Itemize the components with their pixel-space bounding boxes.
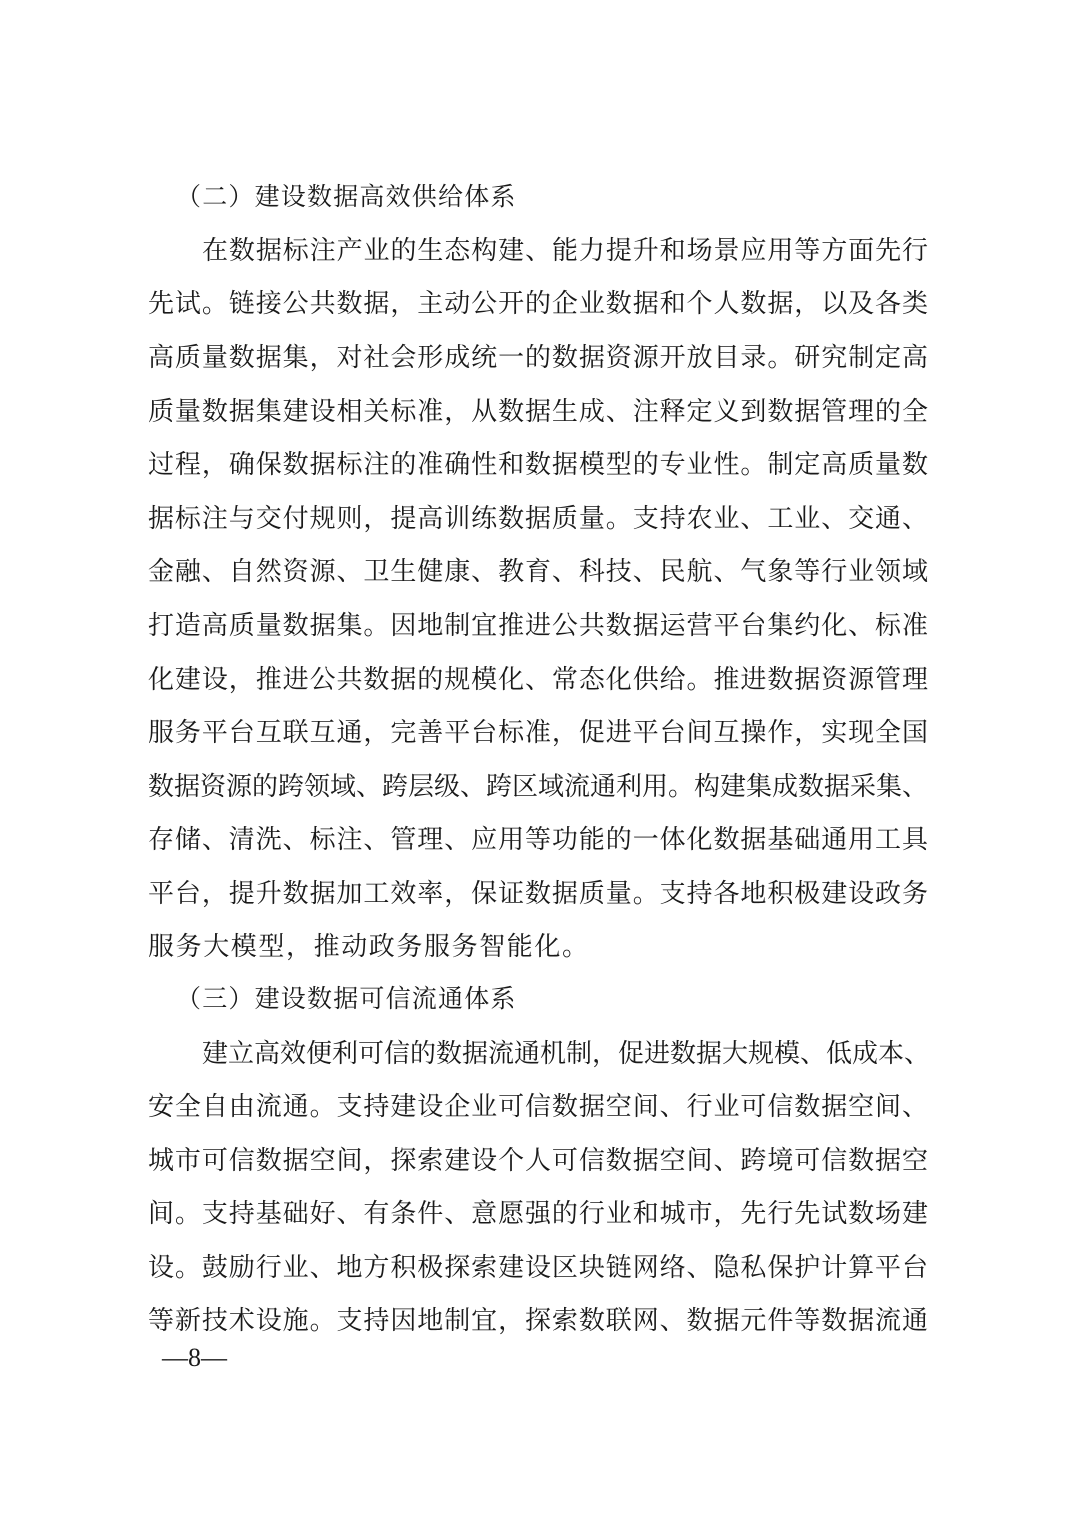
paragraph-line: 城市可信数据空间，探索建设个人可信数据空间、跨境可信数据空	[148, 1146, 928, 1176]
paragraph-line: 间。支持基础好、有条件、意愿强的行业和城市，先行先试数场建	[148, 1199, 928, 1229]
paragraph-line: 打造高质量数据集。因地制宜推进公共数据运营平台集约化、标准	[148, 611, 928, 641]
paragraph-line: 存储、清洗、标注、管理、应用等功能的一体化数据基础通用工具	[148, 825, 928, 855]
paragraph-line: 化建设，推进公共数据的规模化、常态化供给。推进数据资源管理	[148, 665, 928, 695]
section-heading-3: （三）建设数据可信流通体系	[176, 984, 517, 1013]
paragraph-line: 质量数据集建设相关标准，从数据生成、注释定义到数据管理的全	[148, 397, 928, 427]
paragraph-line: 建立高效便利可信的数据流通机制，促进数据大规模、低成本、	[202, 1039, 931, 1069]
paragraph-line: 设。鼓励行业、地方积极探索建设区块链网络、隐私保护计算平台	[148, 1253, 928, 1283]
paragraph-line: 服务大模型，推动政务服务智能化。	[148, 932, 590, 962]
paragraph-line: 金融、自然资源、卫生健康、教育、科技、民航、气象等行业领域	[148, 557, 928, 587]
paragraph-line: 先试。链接公共数据，主动公开的企业数据和个人数据，以及各类	[148, 289, 928, 319]
paragraph-line: 据标注与交付规则，提高训练数据质量。支持农业、工业、交通、	[148, 504, 928, 534]
paragraph-line: 数据资源的跨领域、跨层级、跨区域流通利用。构建集成数据采集、	[148, 772, 929, 802]
paragraph-line: 等新技术设施。支持因地制宜，探索数联网、数据元件等数据流通	[148, 1306, 928, 1336]
paragraph-line: 过程，确保数据标注的准确性和数据模型的专业性。制定高质量数	[148, 450, 928, 480]
paragraph-line: 高质量数据集，对社会形成统一的数据资源开放目录。研究制定高	[148, 343, 928, 373]
page-number: —8—	[162, 1343, 227, 1372]
section-heading-2: （二）建设数据高效供给体系	[176, 182, 517, 211]
paragraph-line: 服务平台互联互通，完善平台标准，促进平台间互操作，实现全国	[148, 718, 928, 748]
paragraph-line: 平台，提升数据加工效率，保证数据质量。支持各地积极建设政务	[148, 879, 928, 909]
paragraph-line: 安全自由流通。支持建设企业可信数据空间、行业可信数据空间、	[148, 1092, 928, 1122]
paragraph-line: 在数据标注产业的生态构建、能力提升和场景应用等方面先行	[202, 236, 928, 266]
